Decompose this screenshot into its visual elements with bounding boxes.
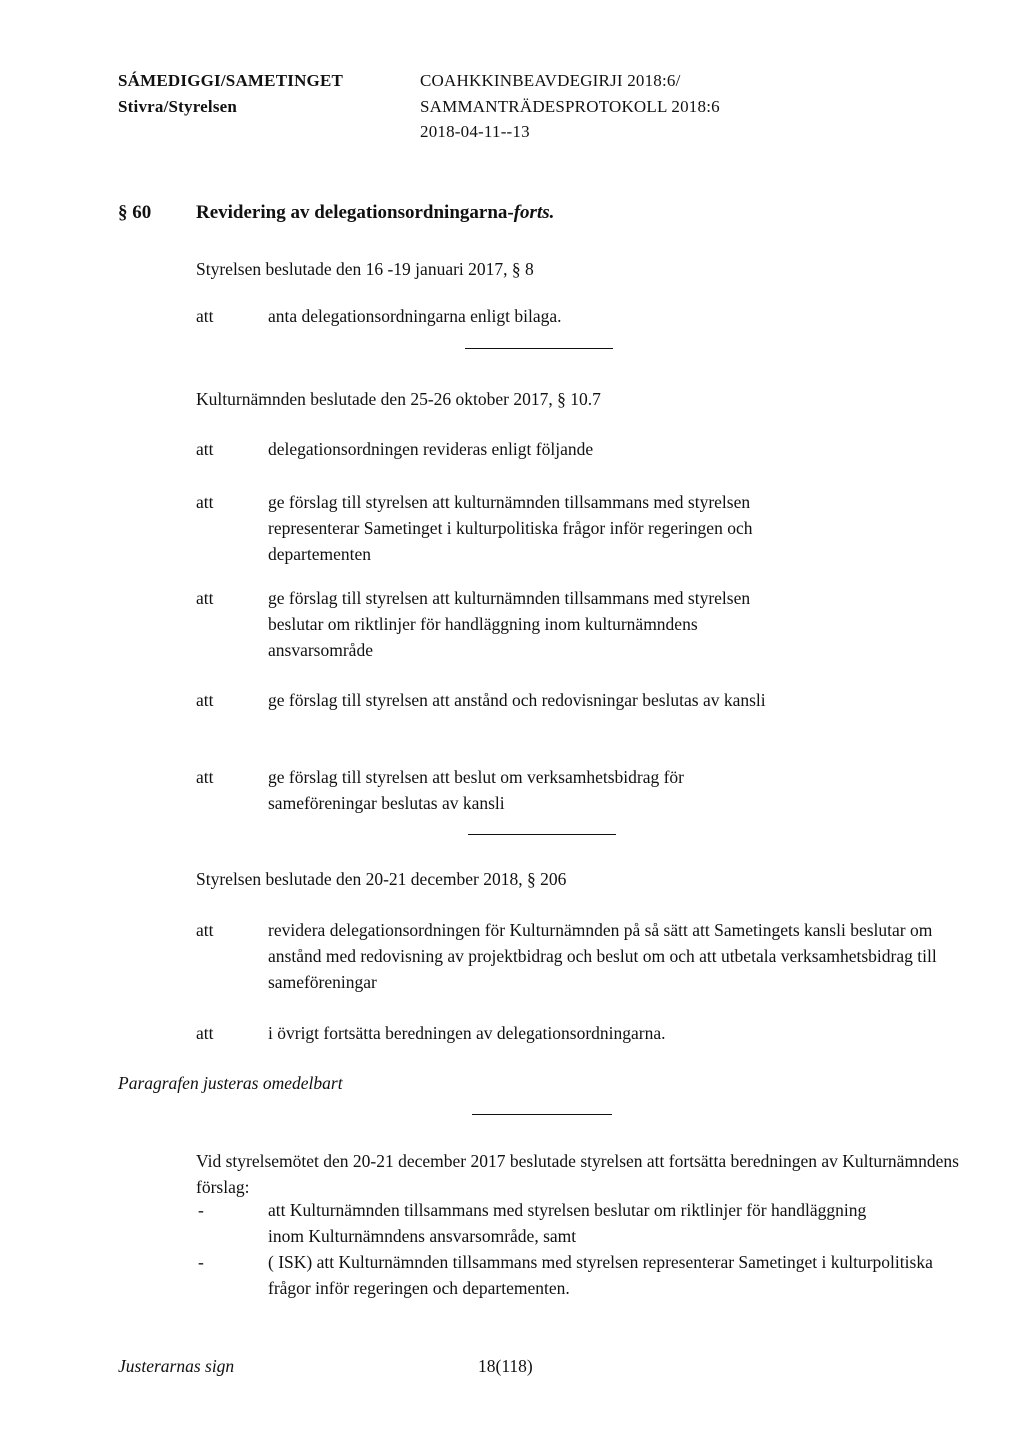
block4-item: ( ISK) att Kulturnämnden tillsammans med styrelsen representerar Sametinget i kulturpolitiska frågor inför regeringen och departementen. xyxy=(268,1252,933,1298)
att-label: att xyxy=(196,920,214,940)
att-label: att xyxy=(196,1023,214,1043)
protocol-date: 2018-04-11--13 xyxy=(420,122,530,141)
org-name: SÁMEDIGGI/SAMETINGET xyxy=(118,71,344,90)
block2-item: delegationsordningen revideras enligt följande xyxy=(268,439,594,459)
block2-item: ge förslag till styrelsen att anstånd och redovisningar beslutas av kansli xyxy=(268,690,766,710)
signature-label: Justerarnas sign xyxy=(118,1356,235,1376)
protocol-ref-2: SAMMANTRÄDESPROTOKOLL 2018:6 xyxy=(420,97,720,116)
block3-item: revidera delegationsordningen för Kulturnämnden på så sätt att Sametingets kansli beslutar om anstånd med redovisning av projektbidrag och beslut om och att utbetala verksamhetsbidrag till sameföreningar xyxy=(268,920,937,992)
section-title xyxy=(196,200,554,226)
block1-intro: Styrelsen beslutade den 16 -19 januari 2017, § 8 xyxy=(196,259,534,279)
section-number: § 60 xyxy=(118,202,152,223)
block2-item: ge förslag till styrelsen att kulturnämnden tillsammans med styrelsen representerar Sametinget i kulturpolitiska frågor inför regeringen och departementen xyxy=(268,492,753,564)
att-label: att xyxy=(196,690,214,710)
att-label: att xyxy=(196,767,214,787)
block2-item: ge förslag till styrelsen att beslut om verksamhetsbidrag för sameföreningar beslutas av kansli xyxy=(268,767,685,813)
block3-intro: Styrelsen beslutade den 20-21 december 2018, § 206 xyxy=(196,869,567,889)
dash-marker: - xyxy=(198,1200,204,1220)
block2-item: ge förslag till styrelsen att kulturnämnden tillsammans med styrelsen beslutar om riktlinjer för handläggning inom kulturnämndens ansvarsområde xyxy=(268,588,751,660)
page-number: 18(118) xyxy=(478,1356,533,1376)
att-label: att xyxy=(196,588,214,608)
block4-item: att Kulturnämnden tillsammans med styrelsen beslutar om riktlinjer för handläggning inom Kulturnämndens ansvarsområde, samt xyxy=(268,1200,867,1246)
org-subname: Stivra/Styrelsen xyxy=(118,97,238,116)
block2-intro: Kulturnämnden beslutade den 25-26 oktober 2017, § 10.7 xyxy=(196,389,601,409)
att-label: att xyxy=(196,439,214,459)
block4-intro: Vid styrelsemötet den 20-21 december 2017 beslutade styrelsen att fortsätta beredningen av Kulturnämndens förslag: xyxy=(196,1151,959,1197)
block1-decision: anta delegationsordningarna enligt bilaga. xyxy=(268,306,562,326)
paragraph-note: Paragrafen justeras omedelbart xyxy=(118,1073,343,1093)
divider xyxy=(472,1114,612,1115)
section-title-text: Revidering av delegationsordningarna- xyxy=(196,202,514,223)
att-label: att xyxy=(196,492,214,512)
block3-item: i övrigt fortsätta beredningen av delegationsordningarna. xyxy=(268,1023,666,1043)
att-label: att xyxy=(196,306,214,326)
divider xyxy=(468,834,616,835)
divider xyxy=(465,348,613,349)
dash-marker: - xyxy=(198,1252,204,1272)
section-title-suffix: forts. xyxy=(513,202,555,223)
protocol-ref-1: COAHKKINBEAVDEGIRJI 2018:6/ xyxy=(420,71,681,90)
